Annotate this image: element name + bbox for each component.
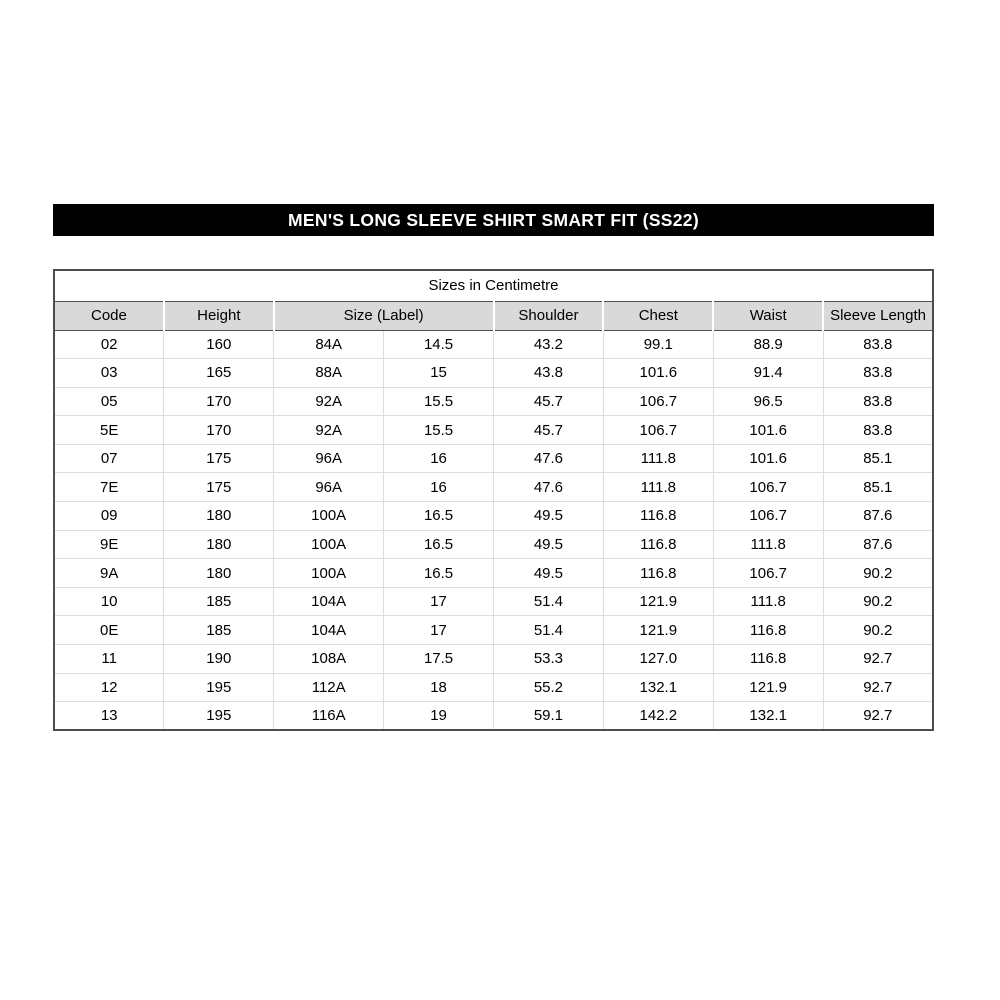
table-cell: 170	[164, 387, 274, 416]
table-cell: 18	[384, 673, 494, 702]
table-cell: 90.2	[823, 587, 933, 616]
table-cell: 142.2	[603, 702, 713, 731]
table-cell: 16.5	[384, 502, 494, 531]
table-row	[54, 359, 933, 388]
table-cell: 88.9	[713, 330, 823, 359]
table-cell: 9A	[54, 559, 164, 588]
table-row	[54, 702, 933, 731]
table-cell: 16.5	[384, 530, 494, 559]
table-cell: 17	[384, 616, 494, 645]
table-cell: 90.2	[823, 616, 933, 645]
table-cell: 49.5	[494, 530, 604, 559]
table-cell: 127.0	[603, 645, 713, 674]
column-header-chest: Chest	[603, 301, 713, 330]
table-cell: 92A	[274, 416, 384, 445]
table-cell: 90.2	[823, 559, 933, 588]
table-cell: 55.2	[494, 673, 604, 702]
title-banner	[53, 204, 934, 236]
table-cell: 16.5	[384, 559, 494, 588]
table-cell: 116.8	[713, 616, 823, 645]
table-cell: 92.7	[823, 702, 933, 731]
table-cell: 17	[384, 587, 494, 616]
table-cell: 15	[384, 359, 494, 388]
table-row	[54, 330, 933, 359]
table-cell: 175	[164, 444, 274, 473]
table-cell: 185	[164, 616, 274, 645]
table-cell: 100A	[274, 530, 384, 559]
table-cell: 16	[384, 444, 494, 473]
table-cell: 121.9	[603, 587, 713, 616]
table-cell: 0E	[54, 616, 164, 645]
table-cell: 106.7	[713, 559, 823, 588]
table-cell: 180	[164, 530, 274, 559]
table-cell: 104A	[274, 616, 384, 645]
table-cell: 17.5	[384, 645, 494, 674]
size-chart-table	[53, 269, 934, 731]
table-row	[54, 645, 933, 674]
table-cell: 101.6	[713, 444, 823, 473]
table-cell: 10	[54, 587, 164, 616]
table-cell: 190	[164, 645, 274, 674]
table-cell: 07	[54, 444, 164, 473]
table-cell: 83.8	[823, 387, 933, 416]
table-cell: 9E	[54, 530, 164, 559]
table-cell: 165	[164, 359, 274, 388]
table-cell: 185	[164, 587, 274, 616]
table-cell: 87.6	[823, 530, 933, 559]
table-cell: 116.8	[603, 530, 713, 559]
table-cell: 170	[164, 416, 274, 445]
table-cell: 03	[54, 359, 164, 388]
table-cell: 83.8	[823, 330, 933, 359]
table-cell: 85.1	[823, 473, 933, 502]
table-cell: 132.1	[713, 702, 823, 731]
table-cell: 180	[164, 559, 274, 588]
table-cell: 13	[54, 702, 164, 731]
table-row	[54, 416, 933, 445]
table-cell: 87.6	[823, 502, 933, 531]
table-cell: 14.5	[384, 330, 494, 359]
table-cell: 88A	[274, 359, 384, 388]
table-cell: 116.8	[603, 502, 713, 531]
table-cell: 111.8	[603, 473, 713, 502]
table-cell: 160	[164, 330, 274, 359]
table-row	[54, 673, 933, 702]
table-cell: 96.5	[713, 387, 823, 416]
table-cell: 84A	[274, 330, 384, 359]
table-cell: 02	[54, 330, 164, 359]
table-cell: 116A	[274, 702, 384, 731]
column-header-shoulder: Shoulder	[494, 301, 604, 330]
column-header-code: Code	[54, 301, 164, 330]
table-cell: 51.4	[494, 587, 604, 616]
table-cell: 106.7	[603, 387, 713, 416]
table-row	[54, 387, 933, 416]
column-header-height: Height	[164, 301, 274, 330]
table-cell: 49.5	[494, 559, 604, 588]
table-cell: 96A	[274, 473, 384, 502]
table-row	[54, 473, 933, 502]
table-cell: 83.8	[823, 359, 933, 388]
table-cell: 15.5	[384, 416, 494, 445]
table-cell: 180	[164, 502, 274, 531]
table-cell: 47.6	[494, 444, 604, 473]
table-cell: 83.8	[823, 416, 933, 445]
table-caption-row	[54, 270, 933, 301]
table-cell: 16	[384, 473, 494, 502]
table-cell: 100A	[274, 559, 384, 588]
table-cell: 111.8	[713, 587, 823, 616]
table-cell: 15.5	[384, 387, 494, 416]
table-cell: 49.5	[494, 502, 604, 531]
table-cell: 121.9	[713, 673, 823, 702]
table-cell: 45.7	[494, 416, 604, 445]
table-row	[54, 616, 933, 645]
table-cell: 45.7	[494, 387, 604, 416]
table-cell: 91.4	[713, 359, 823, 388]
table-cell: 53.3	[494, 645, 604, 674]
table-cell: 106.7	[713, 502, 823, 531]
table-cell: 101.6	[713, 416, 823, 445]
column-header-sleeve-length: Sleeve Length	[823, 301, 933, 330]
table-cell: 59.1	[494, 702, 604, 731]
table-cell: 12	[54, 673, 164, 702]
table-cell: 96A	[274, 444, 384, 473]
table-cell: 43.8	[494, 359, 604, 388]
table-cell: 92.7	[823, 645, 933, 674]
page-title: MEN'S LONG SLEEVE SHIRT SMART FIT (SS22)	[288, 209, 699, 230]
column-header-waist: Waist	[713, 301, 823, 330]
table-cell: 09	[54, 502, 164, 531]
table-cell: 175	[164, 473, 274, 502]
table-cell: 101.6	[603, 359, 713, 388]
table-cell: 112A	[274, 673, 384, 702]
table-cell: 7E	[54, 473, 164, 502]
table-row	[54, 530, 933, 559]
table-cell: 47.6	[494, 473, 604, 502]
table-cell: 111.8	[603, 444, 713, 473]
table-cell: 195	[164, 673, 274, 702]
table-row	[54, 559, 933, 588]
table-cell: 51.4	[494, 616, 604, 645]
table-cell: 116.8	[713, 645, 823, 674]
table-cell: 195	[164, 702, 274, 731]
table-cell: 106.7	[713, 473, 823, 502]
table-cell: 108A	[274, 645, 384, 674]
table-cell: 19	[384, 702, 494, 731]
table-row	[54, 444, 933, 473]
table-cell: 05	[54, 387, 164, 416]
table-row	[54, 502, 933, 531]
column-header-size-label: Size (Label)	[274, 301, 494, 330]
table-header-row	[54, 301, 933, 330]
table-caption: Sizes in Centimetre	[54, 270, 933, 301]
table-cell: 11	[54, 645, 164, 674]
table-cell: 116.8	[603, 559, 713, 588]
table-cell: 121.9	[603, 616, 713, 645]
table-cell: 92.7	[823, 673, 933, 702]
table-cell: 104A	[274, 587, 384, 616]
table-cell: 92A	[274, 387, 384, 416]
table-row	[54, 587, 933, 616]
table-cell: 5E	[54, 416, 164, 445]
table-cell: 111.8	[713, 530, 823, 559]
table-cell: 132.1	[603, 673, 713, 702]
table-cell: 99.1	[603, 330, 713, 359]
table-cell: 106.7	[603, 416, 713, 445]
table-cell: 43.2	[494, 330, 604, 359]
table-cell: 85.1	[823, 444, 933, 473]
table-cell: 100A	[274, 502, 384, 531]
